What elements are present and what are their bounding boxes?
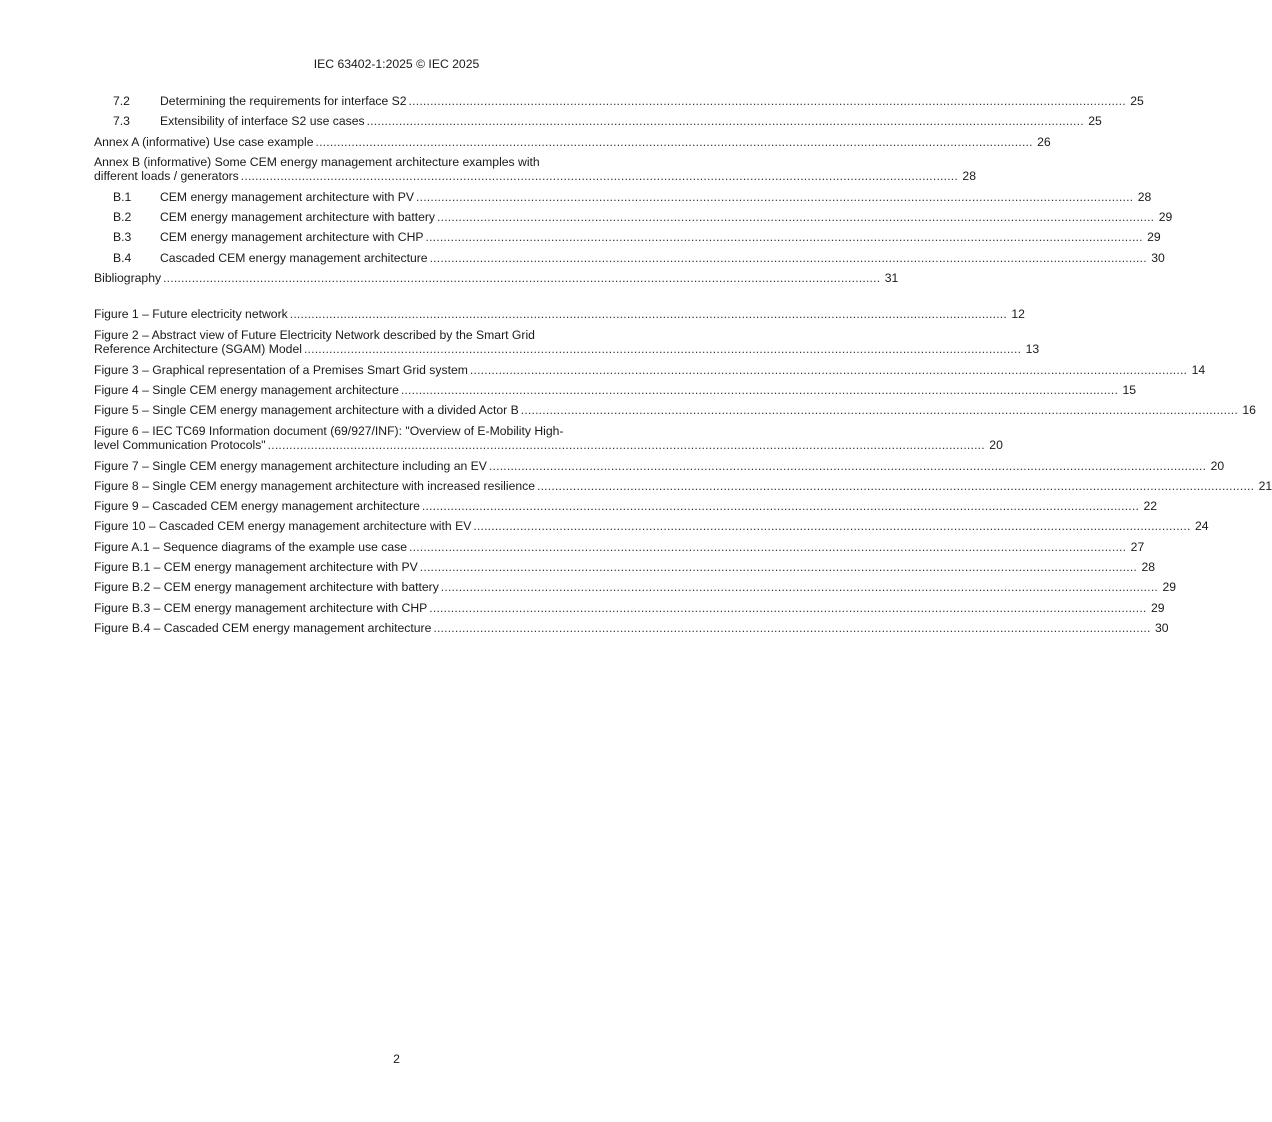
leader-dots: ........................................................................................................................................................................................................	[366, 114, 1084, 129]
toc-entry-b-1[interactable]	[94, 189, 1152, 210]
leader-dots: ........................................................................................................................................................................................................	[240, 169, 958, 184]
figure-title: Figure B.4 – Cascaded CEM energy management architecture	[94, 620, 432, 635]
toc-page: 26	[1037, 134, 1051, 149]
leader-dots: ........................................................................................................................................................................................................	[488, 458, 1207, 473]
leader-dots: ........................................................................................................................................................................................................	[416, 189, 1134, 204]
toc-title: CEM energy management architecture with CHP	[160, 230, 424, 245]
figure-page: 12	[1011, 307, 1025, 322]
toc-entry-bibliography[interactable]	[94, 271, 899, 291]
figure-title-line1: Figure 2 – Abstract view of Future Electricity Network described by the Smart Grid	[94, 327, 535, 342]
page-number: 2	[393, 1052, 400, 1066]
toc-number: 7.2	[113, 94, 130, 108]
figure-entry-6[interactable]	[94, 423, 1003, 453]
toc-title: Annex A (informative) Use case example	[94, 134, 314, 149]
figure-page: 24	[1194, 519, 1209, 534]
leader-dots: ........................................................................................................................................................................................................	[473, 519, 1191, 534]
figure-page: 22	[1143, 499, 1158, 514]
toc-title: Determining the requirements for interface S2	[160, 94, 407, 108]
toc-page: 28	[1137, 189, 1152, 204]
toc-number: B.1	[113, 189, 132, 204]
figure-page: 30	[1155, 620, 1169, 635]
toc-number: B.3	[113, 230, 132, 245]
figure-page: 21	[1258, 478, 1272, 493]
list-spacer	[94, 291, 698, 307]
figure-page: 14	[1191, 362, 1206, 377]
leader-dots: ........................................................................................................................................................................................................	[429, 600, 1147, 615]
leader-dots: ........................................................................................................................................................................................................	[409, 539, 1127, 554]
figure-entry-b-4[interactable]	[94, 620, 1169, 641]
figure-title: Figure B.1 – CEM energy management architecture with PV	[94, 560, 418, 575]
toc-title: CEM energy management architecture with PV	[160, 189, 415, 204]
figure-entry-b-2[interactable]	[94, 580, 1177, 600]
figure-entry-8[interactable]	[94, 478, 1272, 499]
toc-title-line1: Annex B (informative) Some CEM energy management architecture examples with	[94, 154, 540, 169]
table-of-contents	[94, 94, 1272, 641]
leader-dots: ........................................................................................................................................................................................................	[163, 271, 881, 286]
figure-title-line1: Figure 6 – IEC TC69 Information document (69/927/INF): "Overview of E-Mobility High-	[94, 423, 564, 438]
toc-entry-b-3[interactable]	[94, 230, 1161, 250]
toc-entry-7-3[interactable]	[94, 114, 1102, 134]
leader-dots: ........................................................................................................................................................................................................	[437, 210, 1155, 225]
leader-dots: ........................................................................................................................................................................................................	[440, 580, 1159, 595]
toc-title: Bibliography	[94, 271, 162, 286]
figure-entry-10[interactable]	[94, 519, 1209, 539]
figure-page: 27	[1130, 539, 1145, 554]
leader-dots: ........................................................................................................................................................................................................	[421, 499, 1140, 514]
toc-entry-annex-b[interactable]	[94, 154, 976, 184]
figure-entry-4[interactable]	[94, 382, 1137, 403]
figure-entry-7[interactable]	[94, 458, 1225, 479]
figure-entry-9[interactable]	[94, 499, 1158, 519]
figure-title: Figure 3 – Graphical representation of a Premises Smart Grid system	[94, 362, 468, 377]
toc-number: 7.3	[113, 114, 130, 129]
leader-dots: ........................................................................................................................................................................................................	[429, 250, 1147, 265]
figure-entry-1[interactable]	[94, 307, 1025, 327]
leader-dots: ........................................................................................................................................................................................................	[419, 560, 1138, 575]
leader-dots: ........................................................................................................................................................................................................	[520, 403, 1238, 418]
toc-title: Cascaded CEM energy management architecture	[160, 250, 428, 265]
toc-page: 28	[962, 169, 976, 184]
figure-page: 20	[989, 438, 1003, 453]
leader-dots: ........................................................................................................................................................................................................	[315, 134, 1033, 149]
toc-entry-b-2[interactable]	[94, 210, 1173, 230]
toc-title-line2: different loads / generators	[94, 169, 239, 184]
toc-entry-7-2[interactable]	[94, 94, 1144, 114]
figure-title: Figure 7 – Single CEM energy management architecture including an EV	[94, 458, 487, 473]
toc-number: B.4	[113, 250, 132, 265]
leader-dots: ........................................................................................................................................................................................................	[303, 342, 1022, 357]
page-header: IEC 63402-1:2025 © IEC 2025	[313, 57, 480, 71]
figure-title: Figure 9 – Cascaded CEM energy management architecture	[94, 499, 420, 514]
figure-page: 28	[1141, 560, 1156, 575]
toc-page: 25	[1088, 114, 1102, 129]
figure-page: 15	[1122, 382, 1137, 397]
figure-entry-b-1[interactable]	[94, 560, 1156, 580]
figure-title-line2: Reference Architecture (SGAM) Model	[94, 342, 302, 357]
toc-page: 30	[1151, 250, 1165, 265]
toc-page: 29	[1158, 210, 1173, 225]
leader-dots: ........................................................................................................................................................................................................	[267, 438, 985, 453]
leader-dots: ........................................................................................................................................................................................................	[289, 307, 1007, 322]
leader-dots: ........................................................................................................................................................................................................	[425, 230, 1143, 245]
figure-page: 29	[1150, 600, 1165, 615]
figure-entry-5[interactable]	[94, 403, 1256, 423]
toc-entry-b-4[interactable]	[94, 250, 1165, 271]
figure-page: 29	[1162, 580, 1177, 595]
leader-dots: ........................................................................................................................................................................................................	[408, 94, 1126, 108]
figure-page: 13	[1025, 342, 1040, 357]
leader-dots: ........................................................................................................................................................................................................	[537, 478, 1255, 493]
figure-entry-a-1[interactable]	[94, 539, 1145, 560]
toc-title: CEM energy management architecture with battery	[160, 210, 436, 225]
toc-title: Extensibility of interface S2 use cases	[160, 114, 365, 129]
figure-title-line2: level Communication Protocols"	[94, 438, 266, 453]
figure-title: Figure 1 – Future electricity network	[94, 307, 288, 322]
toc-page: 29	[1147, 230, 1161, 245]
figure-page: 16	[1242, 403, 1256, 418]
figure-title: Figure 8 – Single CEM energy management architecture with increased resilience	[94, 478, 535, 493]
toc-page: 31	[884, 271, 899, 286]
figure-entry-2[interactable]	[94, 327, 1040, 357]
figure-title: Figure 4 – Single CEM energy management architecture	[94, 382, 399, 397]
figure-title: Figure 10 – Cascaded CEM energy management architecture with EV	[94, 519, 472, 534]
figure-entry-b-3[interactable]	[94, 600, 1165, 621]
figure-title: Figure 5 – Single CEM energy management architecture with a divided Actor B	[94, 403, 519, 418]
figure-title: Figure A.1 – Sequence diagrams of the example use case	[94, 539, 408, 554]
figure-entry-3[interactable]	[94, 362, 1206, 383]
toc-entry-annex-a[interactable]	[94, 134, 1051, 155]
figure-title: Figure B.2 – CEM energy management architecture with battery	[94, 580, 439, 595]
leader-dots: ........................................................................................................................................................................................................	[469, 362, 1188, 377]
toc-page: 25	[1130, 94, 1144, 108]
figure-page: 20	[1210, 458, 1225, 473]
figure-title: Figure B.3 – CEM energy management architecture with CHP	[94, 600, 428, 615]
toc-number: B.2	[113, 210, 132, 225]
leader-dots: ........................................................................................................................................................................................................	[433, 620, 1151, 635]
leader-dots: ........................................................................................................................................................................................................	[400, 382, 1119, 397]
